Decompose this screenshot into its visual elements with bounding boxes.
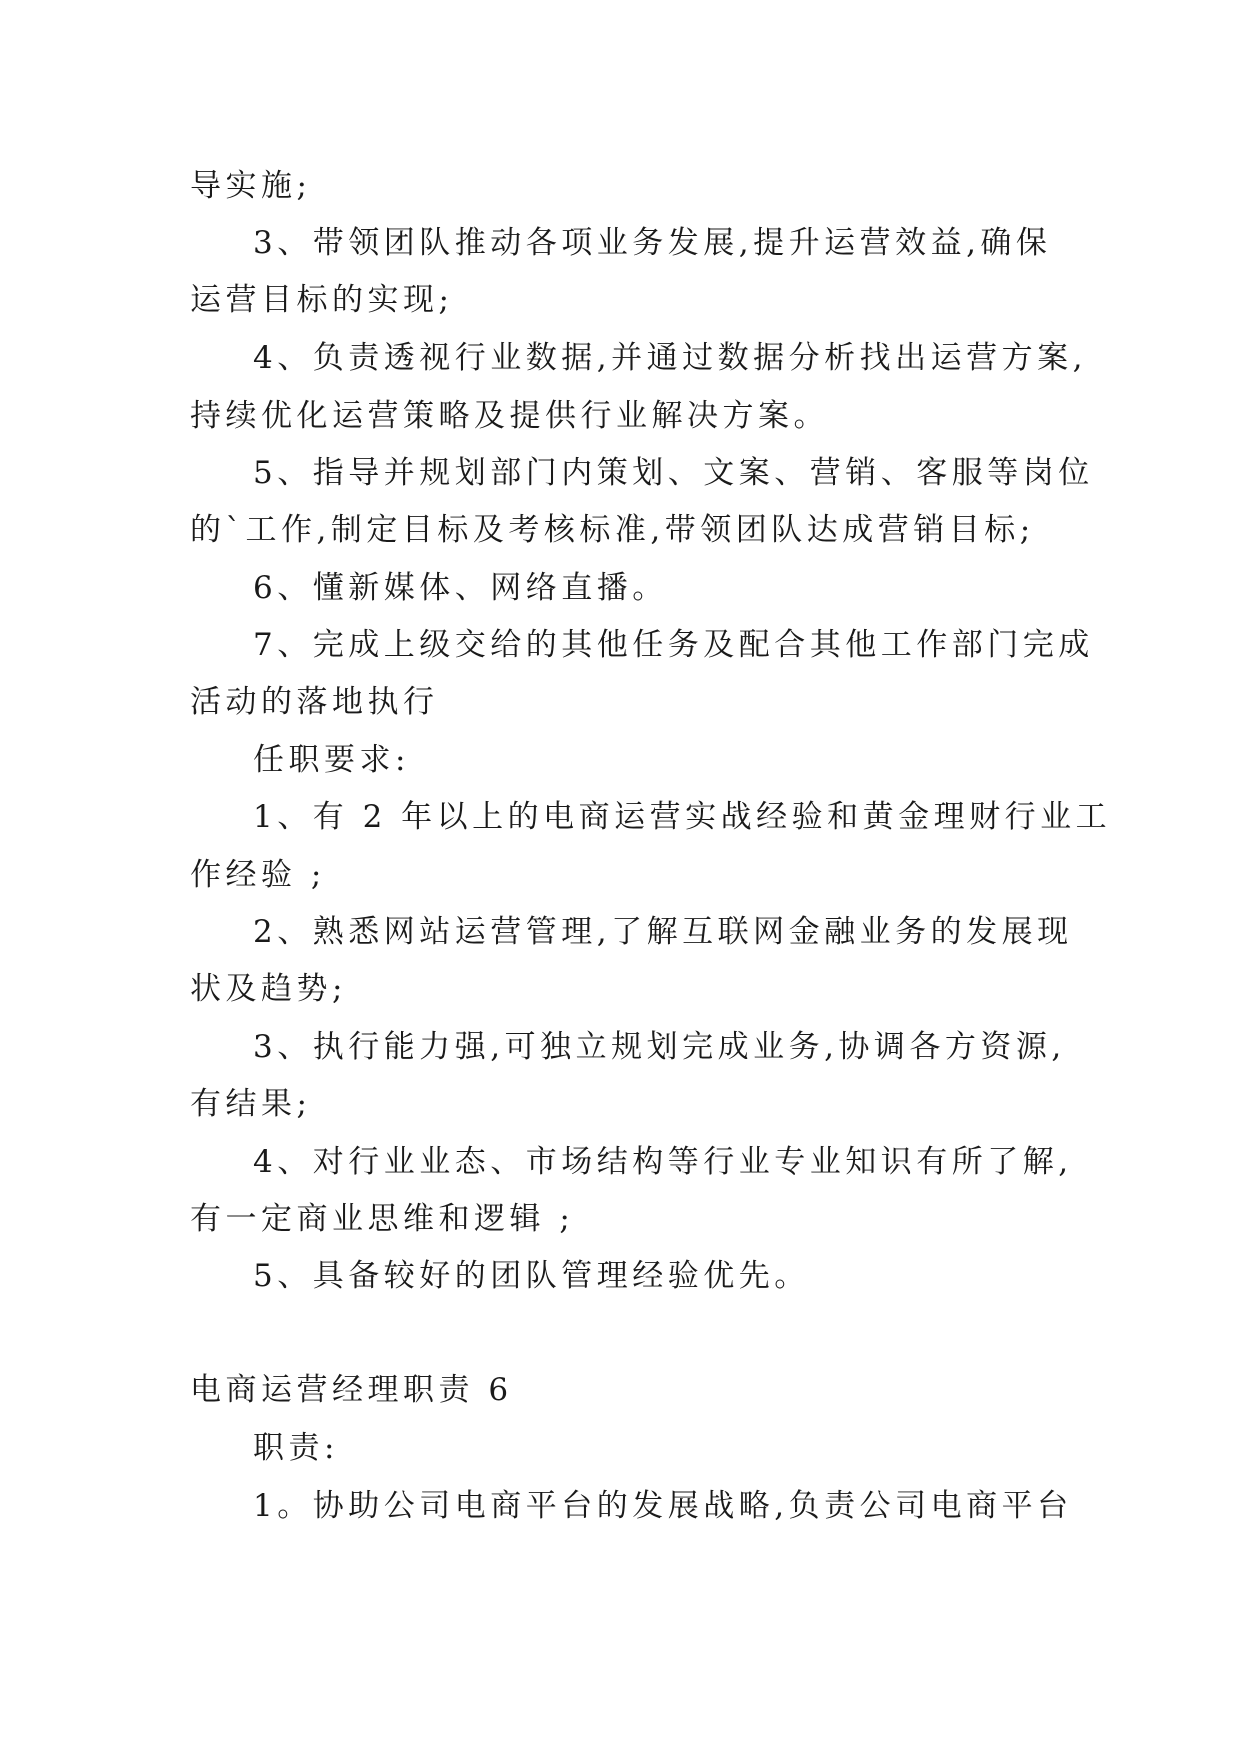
list-item: 3、执行能力强,可独立规划完成业务,协调各方资源, (253, 1029, 1066, 1065)
list-item: 5、具备较好的团队管理经验优先。 (253, 1258, 810, 1294)
list-item: 6、懂新媒体、网络直播。 (253, 570, 668, 606)
text-line: 有一定商业思维和逻辑 ; (190, 1201, 575, 1237)
text-line: 作经验 ; (190, 857, 326, 893)
list-item: 4、负责透视行业数据,并通过数据分析找出运营方案, (253, 340, 1087, 376)
list-item: 2、熟悉网站运营管理,了解互联网金融业务的发展现 (253, 914, 1073, 950)
text-line: 状及趋势; (190, 971, 347, 1007)
list-item: 4、对行业业态、市场结构等行业专业知识有所了解, (253, 1144, 1073, 1180)
list-item: 1、有 2 年以上的电商运营实战经验和黄金理财行业工 (253, 799, 1112, 835)
text-line: 有结果; (190, 1086, 312, 1122)
subheading: 职责: (253, 1430, 339, 1466)
list-item: 3、带领团队推动各项业务发展,提升运营效益,确保 (253, 225, 1052, 261)
list-item: 1。协助公司电商平台的发展战略,负责公司电商平台 (253, 1488, 1073, 1524)
text-line: 运营目标的实现; (190, 282, 454, 318)
text-line: 活动的落地执行 (190, 684, 439, 720)
list-item: 5、指导并规划部门内策划、文案、营销、客服等岗位 (253, 455, 1094, 491)
text-line: 的`工作,制定目标及考核标准,带领团队达成营销目标; (190, 512, 1035, 548)
text-line: 持续优化运营策略及提供行业解决方案。 (190, 398, 829, 434)
section-title: 电商运营经理职责 6 (190, 1372, 513, 1408)
list-item: 7、完成上级交给的其他任务及配合其他工作部门完成 (253, 627, 1094, 663)
subheading: 任职要求: (253, 742, 410, 778)
text-line: 导实施; (190, 168, 312, 204)
